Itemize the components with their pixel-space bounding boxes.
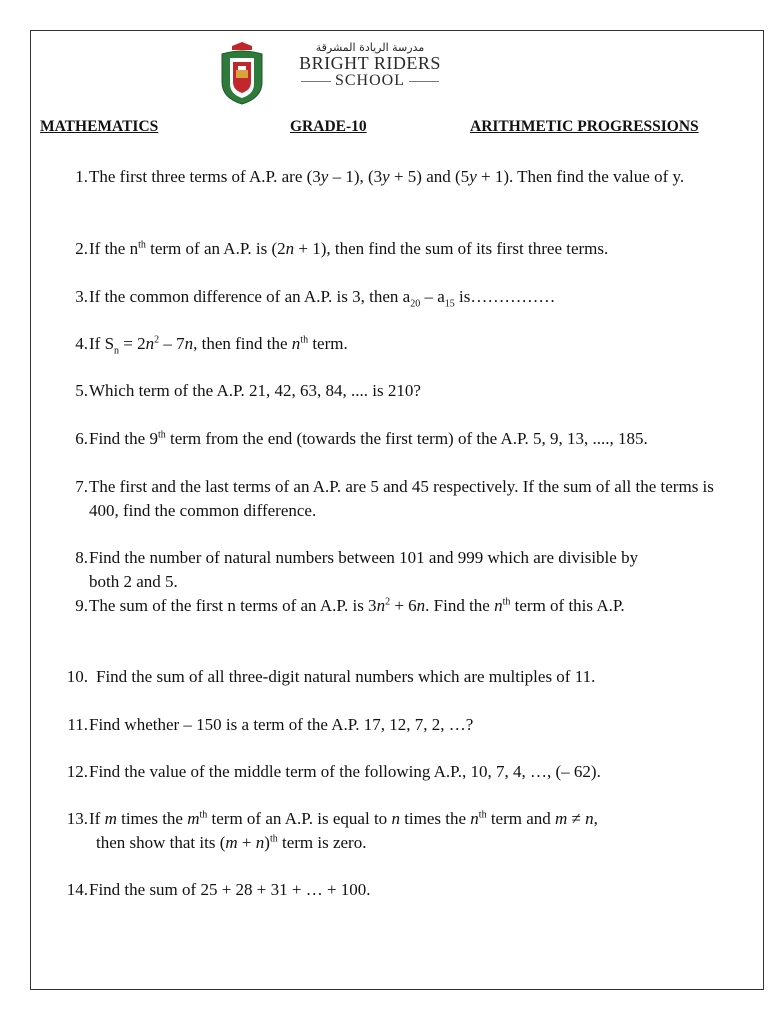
question-text: If $S_n = 2n^2 - 7n$, then find the $n^{th}$ term. (89, 334, 348, 357)
question-11 (62, 713, 727, 737)
school-name-line1: BRIGHT RIDERS (299, 53, 441, 73)
question-5 (62, 379, 727, 403)
question-7 (62, 475, 727, 523)
question-text: The first three terms of A.P. are (3y – 1), (3y + 5) and (5y + 1). Then find the value of y. (89, 167, 685, 186)
question-8 (62, 546, 727, 594)
question-number: 2. (75, 239, 88, 258)
question-14 (62, 878, 727, 902)
question-number: 4. (75, 334, 88, 353)
question-text: Find whether – 150 is a term of the A.P. 17, 12, 7, 2, …? (89, 715, 474, 734)
question-13 (62, 807, 727, 855)
question-6 (62, 427, 727, 451)
question-number: 11. (67, 715, 88, 734)
question-text: If the $n^{th}$ term of an A.P. is (2n + 1), then find the sum of its first three terms. (89, 239, 609, 258)
question-text: Find the value of the middle term of the following A.P., 10, 7, 4, …, (– 62). (89, 762, 601, 781)
question-text: If the common difference of an A.P. is 3, then $a_{20} - a_{15}$ is…………… (89, 287, 556, 310)
question-number: 1. (75, 167, 88, 186)
question-3 (62, 285, 727, 309)
topic-label: ARITHMETIC PROGRESSIONS (470, 118, 699, 135)
question-text: The sum of the first n terms of an A.P. is $3n^2 + 6n$. Find the $n^{th}$ term of this A.P. (89, 596, 625, 615)
school-name-line2: SCHOOL (334, 72, 405, 89)
question-text: Find the 9th term from the end (towards the first term) of the A.P. 5, 9, 13, ...., 185. (89, 429, 648, 448)
question-text: The first and the last terms of an A.P. are 5 and 45 respectively. If the sum of all the terms is 400, find the common difference. (89, 477, 714, 520)
question-text: Find the sum of 25 + 28 + 31 + … + 100. (89, 880, 371, 899)
question-12 (62, 760, 727, 784)
question-1 (62, 165, 727, 189)
question-number: 10. (66, 667, 88, 686)
question-number: 12. (66, 762, 88, 781)
question-number: 9. (75, 596, 88, 615)
question-number: 13. (66, 809, 88, 828)
school-name-arabic: مدرسة الريادة المشرقة (315, 41, 425, 54)
question-number: 6. (75, 429, 88, 448)
question-text: Find the number of natural numbers between 101 and 999 which are divisible by both 2 and 5. (89, 548, 639, 591)
question-text: If m times the $m^{th}$ term of an A.P. is equal to n times the $n^{th}$ term and m ≠ n, (89, 809, 598, 828)
question-number: 14. (66, 880, 88, 899)
question-number: 7. (75, 477, 88, 496)
school-name-block (290, 42, 450, 90)
question-9 (62, 594, 727, 618)
question-text: Which term of the A.P. 21, 42, 63, 84, .... is 210? (89, 381, 421, 400)
question-number: 3. (75, 287, 88, 306)
question-text: Find the sum of all three-digit natural numbers which are multiples of 11. (96, 667, 596, 686)
question-number: 8. (75, 548, 88, 567)
question-text-line2: then show that its $(m + n)^{th}$ term is zero. (96, 833, 367, 852)
subject-label: MATHEMATICS (40, 118, 159, 135)
question-10 (62, 665, 727, 689)
grade-label: GRADE-10 (290, 118, 367, 135)
question-2 (62, 237, 727, 261)
question-4 (62, 332, 727, 356)
question-number: 5. (75, 381, 88, 400)
